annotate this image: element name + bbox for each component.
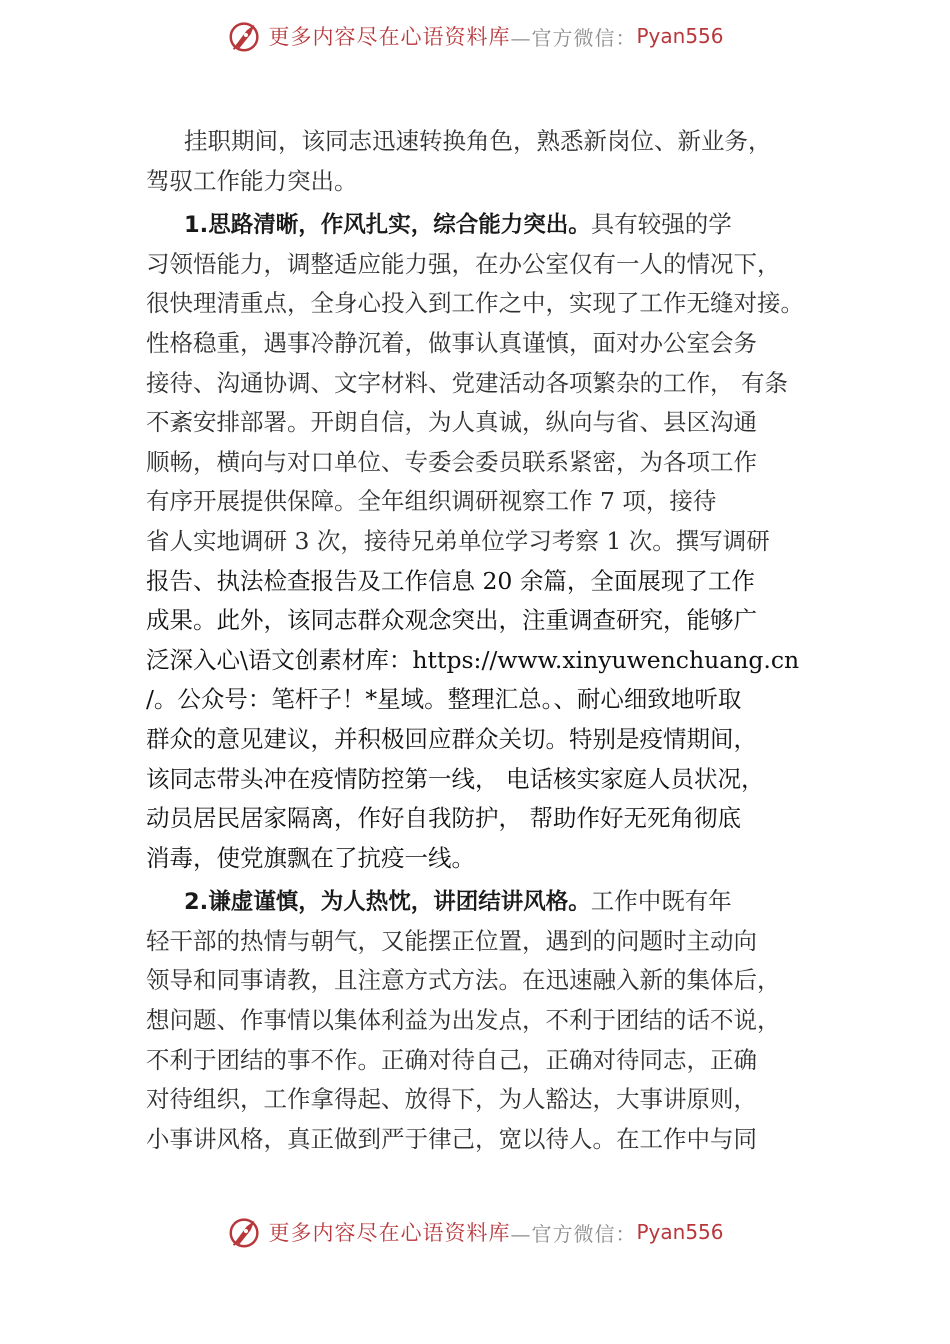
text-line: 挂职期间，该同志迅速转换角色，熟悉新岗位、新业务， [184, 127, 772, 155]
text-line-with-url: 泛深入心\语文创素材库：https://www.xinyuwenchuang.cn [146, 645, 800, 674]
text-line: 领导和同事请教，且注意方式方法。在迅速融入新的集体后， [146, 966, 781, 995]
section-heading: 2.谦虚谨慎，为人热忱，讲团结讲风格。 [184, 889, 591, 916]
text-line: 对待组织，工作拿得起、放得下，为人豁达，大事讲原则， [146, 1085, 757, 1114]
text-run: 工作中既有年 [590, 887, 732, 916]
banner-separator: —官方微信： [510, 25, 637, 50]
text-run: 具有较强的学 [590, 210, 732, 239]
text-line: 不紊安排部署。开朗自信，为人真诚，纵向与省、县区沟通 [146, 408, 757, 437]
banner-separator: —官方微信： [510, 1221, 637, 1246]
text-line: 不利于团结的事不作。正确对待自己，正确对待同志，正确 [146, 1045, 757, 1074]
text-line: 很快理清重点，全身心投入到工作之中，实现了工作无缝对接。 [146, 289, 804, 318]
text-line: 动员居民居家隔离，作好自我防护， 帮助作好无死角彻底 [146, 804, 741, 833]
pen-nib-logo-icon [226, 1213, 264, 1251]
text-line: 群众的意见建议，并积极回应群众关切。特别是疫情期间， [146, 724, 757, 753]
text-line: 报告、执法检查报告及工作信息 20 余篇，全面展现了工作 [146, 566, 755, 595]
footer-banner [0, 1212, 950, 1252]
text-line: 顺畅，横向与对口单位、专委会委员联系紧密，为各项工作 [146, 447, 757, 476]
paragraph-first-line [146, 205, 846, 245]
banner-wechat-id: Pyan556 [636, 1220, 724, 1244]
document-body [146, 122, 846, 1159]
text-line: 有序开展提供保障。全年组织调研视察工作 7 项，接待 [146, 487, 717, 516]
header-banner [0, 16, 950, 56]
banner-wechat-id: Pyan556 [636, 24, 724, 48]
section-heading: 1.思路清晰，作风扎实，综合能力突出。 [184, 212, 591, 239]
text-line: 省人实地调研 3 次，接待兄弟单位学习考察 1 次。撰写调研 [146, 526, 770, 555]
banner-site-name: 更多内容尽在心语资料库 [268, 25, 511, 49]
text-line: 成果。此外，该同志群众观念突出，注重调查研究，能够广 [146, 606, 757, 635]
text-line: /。公众号：笔杆子！*星域。整理汇总。、耐心细致地听取 [146, 685, 742, 714]
text-line: 性格稳重，遇事冷静沉着，做事认真谨慎，面对办公室会务 [146, 328, 757, 357]
text-line: 接待、沟通协调、文字材料、党建活动各项繁杂的工作， 有条 [146, 368, 788, 397]
text-line: 该同志带头冲在疫情防控第一线， 电话核实家庭人员状况， [146, 764, 765, 793]
text-line: 消毒，使党旗飘在了抗疫一线。 [146, 843, 475, 872]
text-line: 驾驭工作能力突出。 [146, 166, 358, 195]
text-line: 想问题、作事情以集体利益为出发点，不利于团结的话不说， [146, 1006, 781, 1035]
pen-nib-logo-icon [226, 17, 264, 55]
text-line: 习领悟能力，调整适应能力强，在办公室仅有一人的情况下， [146, 249, 781, 278]
text-line: 小事讲风格，真正做到严于律己，宽以待人。在工作中与同 [146, 1124, 757, 1153]
banner-site-name: 更多内容尽在心语资料库 [268, 1221, 511, 1245]
paragraph-first-line [146, 882, 846, 922]
text-line: 轻干部的热情与朝气，又能摆正位置，遇到的问题时主动向 [146, 926, 757, 955]
